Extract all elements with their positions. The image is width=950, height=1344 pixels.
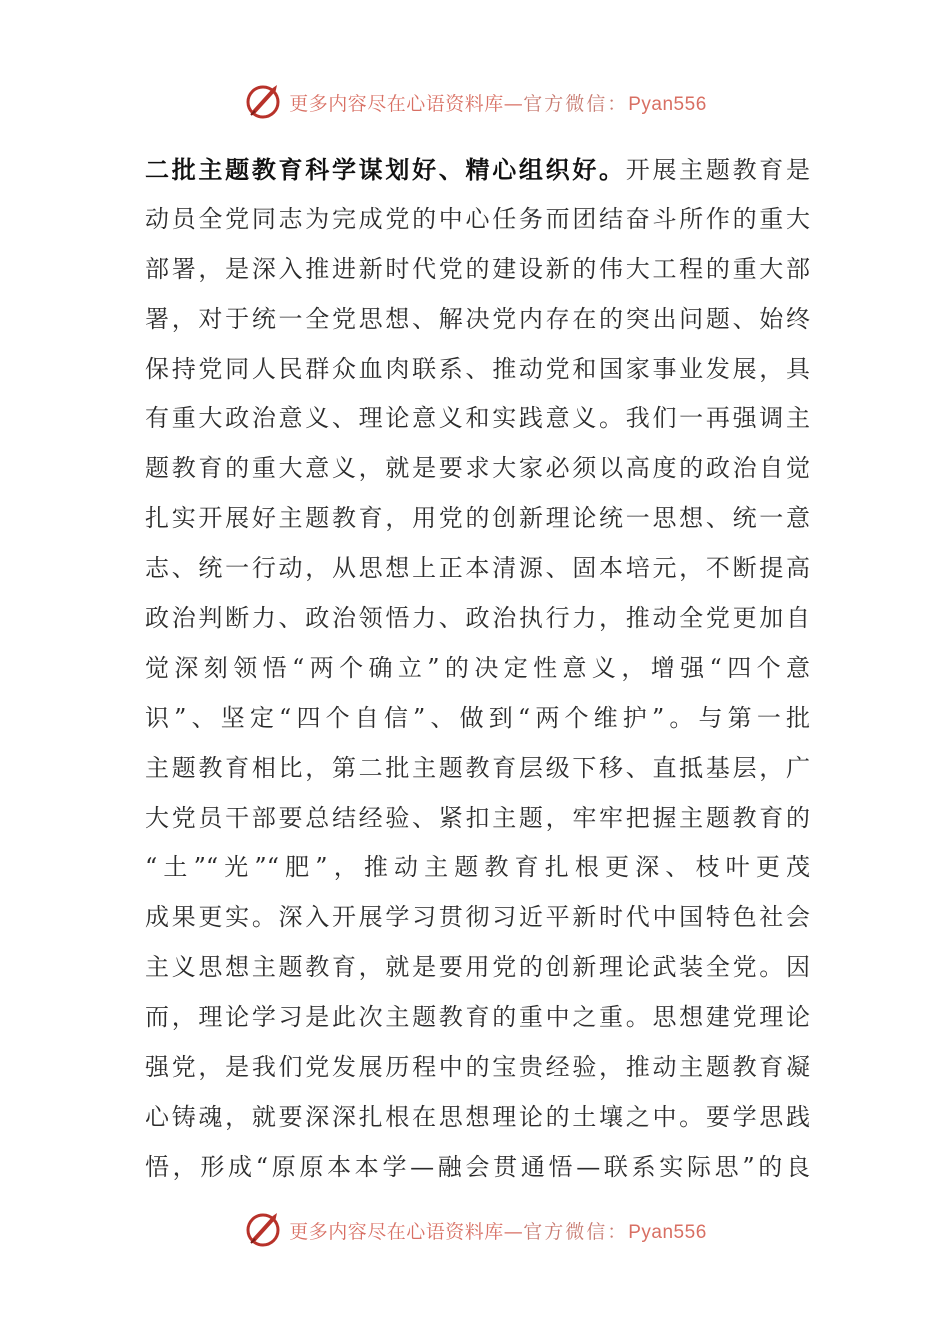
footer-wechat-id: Pyan556 — [628, 1221, 707, 1243]
pen-logo-icon — [243, 82, 283, 122]
text-line: 扎实开展好主题教育，用党的创新理论统一思想、统一意 — [145, 504, 810, 533]
header-wechat-label: 官方微信： — [523, 92, 629, 115]
header-banner — [0, 80, 950, 124]
text-line: 主义思想主题教育，就是要用党的创新理论武装全党。因 — [145, 953, 810, 982]
pen-logo-icon — [243, 1210, 283, 1250]
text-line: 成果更实。深入开展学习贯彻习近平新时代中国特色社会 — [145, 903, 810, 932]
text-line: 觉深刻领悟“两个确立”的决定性意义，增强“四个意 — [145, 653, 810, 682]
text-line: 题教育的重大意义，就是要求大家必须以高度的政治自觉 — [145, 454, 810, 483]
text-line: 部署，是深入推进新时代党的建设新的伟大工程的重大部 — [145, 254, 810, 283]
text-line: “土”“光”“肥”，推动主题教育扎根更深、枝叶更茂 — [145, 853, 810, 882]
text-line: 主题教育相比，第二批主题教育层级下移、直抵基层，广 — [145, 753, 810, 782]
header-site-text: 更多内容尽在心语资料库— — [289, 92, 524, 115]
text-line: 大党员干部要总结经验、紧扣主题，牢牢把握主题教育的 — [145, 803, 810, 832]
footer-wechat-label: 官方微信： — [523, 1220, 629, 1243]
text-line: 识”、坚定“四个自信”、做到“两个维护”。与第一批 — [145, 703, 810, 732]
body-paragraph — [145, 145, 810, 1193]
first-line-rest: 开展主题教育是 — [625, 156, 810, 184]
bold-heading-phrase: 二批主题教育科学谋划好、精心组织好。 — [145, 155, 626, 184]
text-line: 悟，形成“原原本本学—融会贯通悟—联系实际思”的良 — [145, 1152, 810, 1181]
footer-banner — [0, 1208, 950, 1252]
text-line: 强党，是我们党发展历程中的宝贵经验，推动主题教育凝 — [145, 1053, 810, 1082]
text-line: 有重大政治意义、理论意义和实践意义。我们一再强调主 — [145, 404, 810, 433]
text-line-1 — [145, 145, 810, 195]
text-line: 署，对于统一全党思想、解决党内存在的突出问题、始终 — [145, 304, 810, 333]
footer-site-text: 更多内容尽在心语资料库— — [289, 1220, 524, 1243]
text-line: 心铸魂，就要深深扎根在思想理论的土壤之中。要学思践 — [145, 1102, 810, 1131]
text-line: 志、统一行动，从思想上正本清源、固本培元，不断提高 — [145, 554, 810, 583]
header-banner-text — [289, 89, 707, 116]
text-line: 动员全党同志为完成党的中心任务而团结奋斗所作的重大 — [145, 204, 810, 233]
text-line: 政治判断力、政治领悟力、政治执行力，推动全党更加自 — [145, 604, 810, 633]
header-wechat-id: Pyan556 — [628, 93, 707, 115]
footer-banner-text — [289, 1217, 707, 1244]
text-line: 保持党同人民群众血肉联系、推动党和国家事业发展，具 — [145, 354, 810, 383]
text-line: 而，理论学习是此次主题教育的重中之重。思想建党理论 — [145, 1003, 810, 1032]
